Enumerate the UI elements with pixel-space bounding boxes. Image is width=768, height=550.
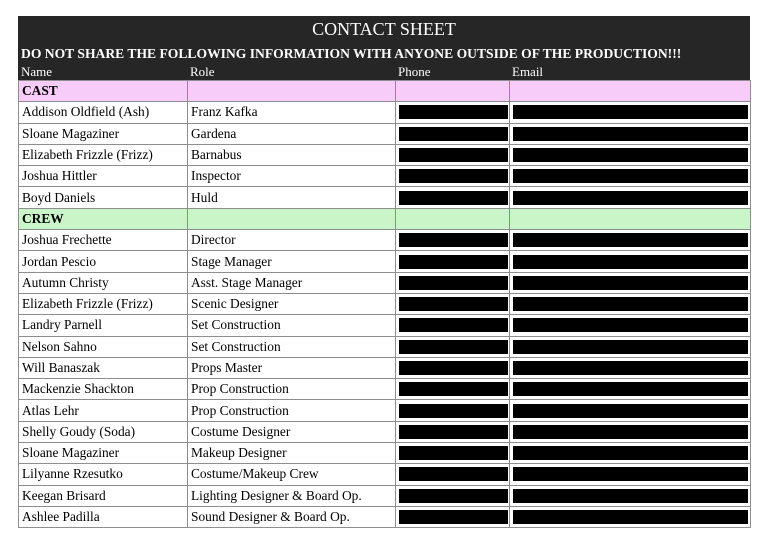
contact-name: Lilyanne Rzesutko <box>19 464 188 485</box>
contact-phone <box>396 102 510 123</box>
contact-name: Jordan Pescio <box>19 251 188 272</box>
phone-redaction-bar <box>399 446 508 460</box>
contact-row <box>19 102 751 123</box>
contact-row <box>19 485 751 506</box>
contact-row <box>19 379 751 400</box>
email-redaction-bar <box>513 489 748 503</box>
contact-phone <box>396 123 510 144</box>
contact-role: Costume Designer <box>188 421 396 442</box>
contact-role: Huld <box>188 187 396 208</box>
contact-role: Stage Manager <box>188 251 396 272</box>
contact-role: Franz Kafka <box>188 102 396 123</box>
section-cell <box>510 81 751 102</box>
contact-email <box>510 251 751 272</box>
contact-row <box>19 166 751 187</box>
contact-role: Makeup Designer <box>188 443 396 464</box>
contact-role: Asst. Stage Manager <box>188 272 396 293</box>
contact-role: Barnabus <box>188 144 396 165</box>
contact-name: Autumn Christy <box>19 272 188 293</box>
phone-redaction-bar <box>399 425 508 439</box>
contact-role: Costume/Makeup Crew <box>188 464 396 485</box>
section-label: CAST <box>19 81 188 102</box>
contact-role: Lighting Designer & Board Op. <box>188 485 396 506</box>
contact-email <box>510 272 751 293</box>
contact-role: Prop Construction <box>188 400 396 421</box>
email-redaction-bar <box>513 191 748 205</box>
phone-redaction-bar <box>399 297 508 311</box>
contact-table <box>18 80 751 528</box>
section-cell <box>396 81 510 102</box>
contact-name: Mackenzie Shackton <box>19 379 188 400</box>
contact-phone <box>396 421 510 442</box>
contact-row <box>19 506 751 527</box>
confidentiality-warning: DO NOT SHARE THE FOLLOWING INFORMATION WITH ANYONE OUTSIDE OF THE PRODUCTION!!! <box>18 43 750 64</box>
contact-email <box>510 187 751 208</box>
phone-redaction-bar <box>399 191 508 205</box>
contact-name: Sloane Magaziner <box>19 443 188 464</box>
email-redaction-bar <box>513 105 748 119</box>
email-redaction-bar <box>513 127 748 141</box>
contact-phone <box>396 144 510 165</box>
contact-phone <box>396 272 510 293</box>
contact-phone <box>396 230 510 251</box>
email-redaction-bar <box>513 446 748 460</box>
contact-role: Set Construction <box>188 315 396 336</box>
email-redaction-bar <box>513 404 748 418</box>
contact-name: Keegan Brisard <box>19 485 188 506</box>
email-redaction-bar <box>513 233 748 247</box>
contact-name: Ashlee Padilla <box>19 506 188 527</box>
contact-role: Props Master <box>188 357 396 378</box>
contact-name: Elizabeth Frizzle (Frizz) <box>19 144 188 165</box>
contact-phone <box>396 251 510 272</box>
email-redaction-bar <box>513 255 748 269</box>
contact-email <box>510 485 751 506</box>
contact-email <box>510 230 751 251</box>
section-label: CREW <box>19 208 188 229</box>
contact-row <box>19 336 751 357</box>
phone-redaction-bar <box>399 276 508 290</box>
phone-redaction-bar <box>399 233 508 247</box>
contact-role: Inspector <box>188 166 396 187</box>
contact-email <box>510 506 751 527</box>
contact-row <box>19 144 751 165</box>
contact-role: Sound Designer & Board Op. <box>188 506 396 527</box>
contact-row <box>19 272 751 293</box>
contact-email <box>510 315 751 336</box>
email-redaction-bar <box>513 169 748 183</box>
email-redaction-bar <box>513 382 748 396</box>
email-redaction-bar <box>513 297 748 311</box>
phone-redaction-bar <box>399 404 508 418</box>
column-header-role: Role <box>190 64 215 79</box>
contact-name: Shelly Goudy (Soda) <box>19 421 188 442</box>
contact-phone <box>396 400 510 421</box>
contact-email <box>510 123 751 144</box>
contact-phone <box>396 443 510 464</box>
contact-row <box>19 293 751 314</box>
contact-role: Prop Construction <box>188 379 396 400</box>
email-redaction-bar <box>513 276 748 290</box>
section-cell <box>188 81 396 102</box>
contact-row <box>19 443 751 464</box>
contact-email <box>510 336 751 357</box>
contact-name: Elizabeth Frizzle (Frizz) <box>19 293 188 314</box>
column-header-email: Email <box>512 64 544 79</box>
sheet-title: CONTACT SHEET <box>18 16 750 43</box>
contact-email <box>510 464 751 485</box>
phone-redaction-bar <box>399 169 508 183</box>
contact-role: Scenic Designer <box>188 293 396 314</box>
email-redaction-bar <box>513 467 748 481</box>
phone-redaction-bar <box>399 148 508 162</box>
email-redaction-bar <box>513 510 748 524</box>
contact-email <box>510 144 751 165</box>
section-row-cast <box>19 81 751 102</box>
phone-redaction-bar <box>399 361 508 375</box>
contact-name: Boyd Daniels <box>19 187 188 208</box>
contact-name: Nelson Sahno <box>19 336 188 357</box>
email-redaction-bar <box>513 361 748 375</box>
contact-phone <box>396 166 510 187</box>
contact-phone <box>396 293 510 314</box>
phone-redaction-bar <box>399 105 508 119</box>
section-row-crew <box>19 208 751 229</box>
section-cell <box>510 208 751 229</box>
email-redaction-bar <box>513 425 748 439</box>
contact-phone <box>396 357 510 378</box>
phone-redaction-bar <box>399 382 508 396</box>
contact-email <box>510 166 751 187</box>
contact-row <box>19 230 751 251</box>
phone-redaction-bar <box>399 255 508 269</box>
email-redaction-bar <box>513 318 748 332</box>
contact-name: Landry Parnell <box>19 315 188 336</box>
phone-redaction-bar <box>399 340 508 354</box>
contact-name: Addison Oldfield (Ash) <box>19 102 188 123</box>
contact-role: Set Construction <box>188 336 396 357</box>
contact-row <box>19 123 751 144</box>
contact-row <box>19 400 751 421</box>
contact-email <box>510 293 751 314</box>
contact-phone <box>396 485 510 506</box>
section-cell <box>396 208 510 229</box>
contact-phone <box>396 315 510 336</box>
contact-email <box>510 421 751 442</box>
contact-role: Director <box>188 230 396 251</box>
phone-redaction-bar <box>399 318 508 332</box>
contact-name: Sloane Magaziner <box>19 123 188 144</box>
contact-row <box>19 187 751 208</box>
contact-email <box>510 400 751 421</box>
column-header-row <box>18 64 750 80</box>
email-redaction-bar <box>513 340 748 354</box>
contact-email <box>510 357 751 378</box>
contact-phone <box>396 464 510 485</box>
contact-phone <box>396 379 510 400</box>
contact-name: Will Banaszak <box>19 357 188 378</box>
contact-email <box>510 443 751 464</box>
column-header-phone: Phone <box>398 64 431 79</box>
contact-phone <box>396 187 510 208</box>
contact-phone <box>396 336 510 357</box>
phone-redaction-bar <box>399 467 508 481</box>
contact-row <box>19 357 751 378</box>
contact-row <box>19 251 751 272</box>
contact-role: Gardena <box>188 123 396 144</box>
phone-redaction-bar <box>399 510 508 524</box>
phone-redaction-bar <box>399 489 508 503</box>
email-redaction-bar <box>513 148 748 162</box>
contact-phone <box>396 506 510 527</box>
contact-name: Joshua Frechette <box>19 230 188 251</box>
contact-email <box>510 379 751 400</box>
contact-sheet <box>18 16 750 528</box>
section-cell <box>188 208 396 229</box>
contact-email <box>510 102 751 123</box>
contact-row <box>19 315 751 336</box>
contact-row <box>19 421 751 442</box>
phone-redaction-bar <box>399 127 508 141</box>
contact-row <box>19 464 751 485</box>
contact-name: Joshua Hittler <box>19 166 188 187</box>
column-header-name: Name <box>21 64 53 79</box>
contact-name: Atlas Lehr <box>19 400 188 421</box>
